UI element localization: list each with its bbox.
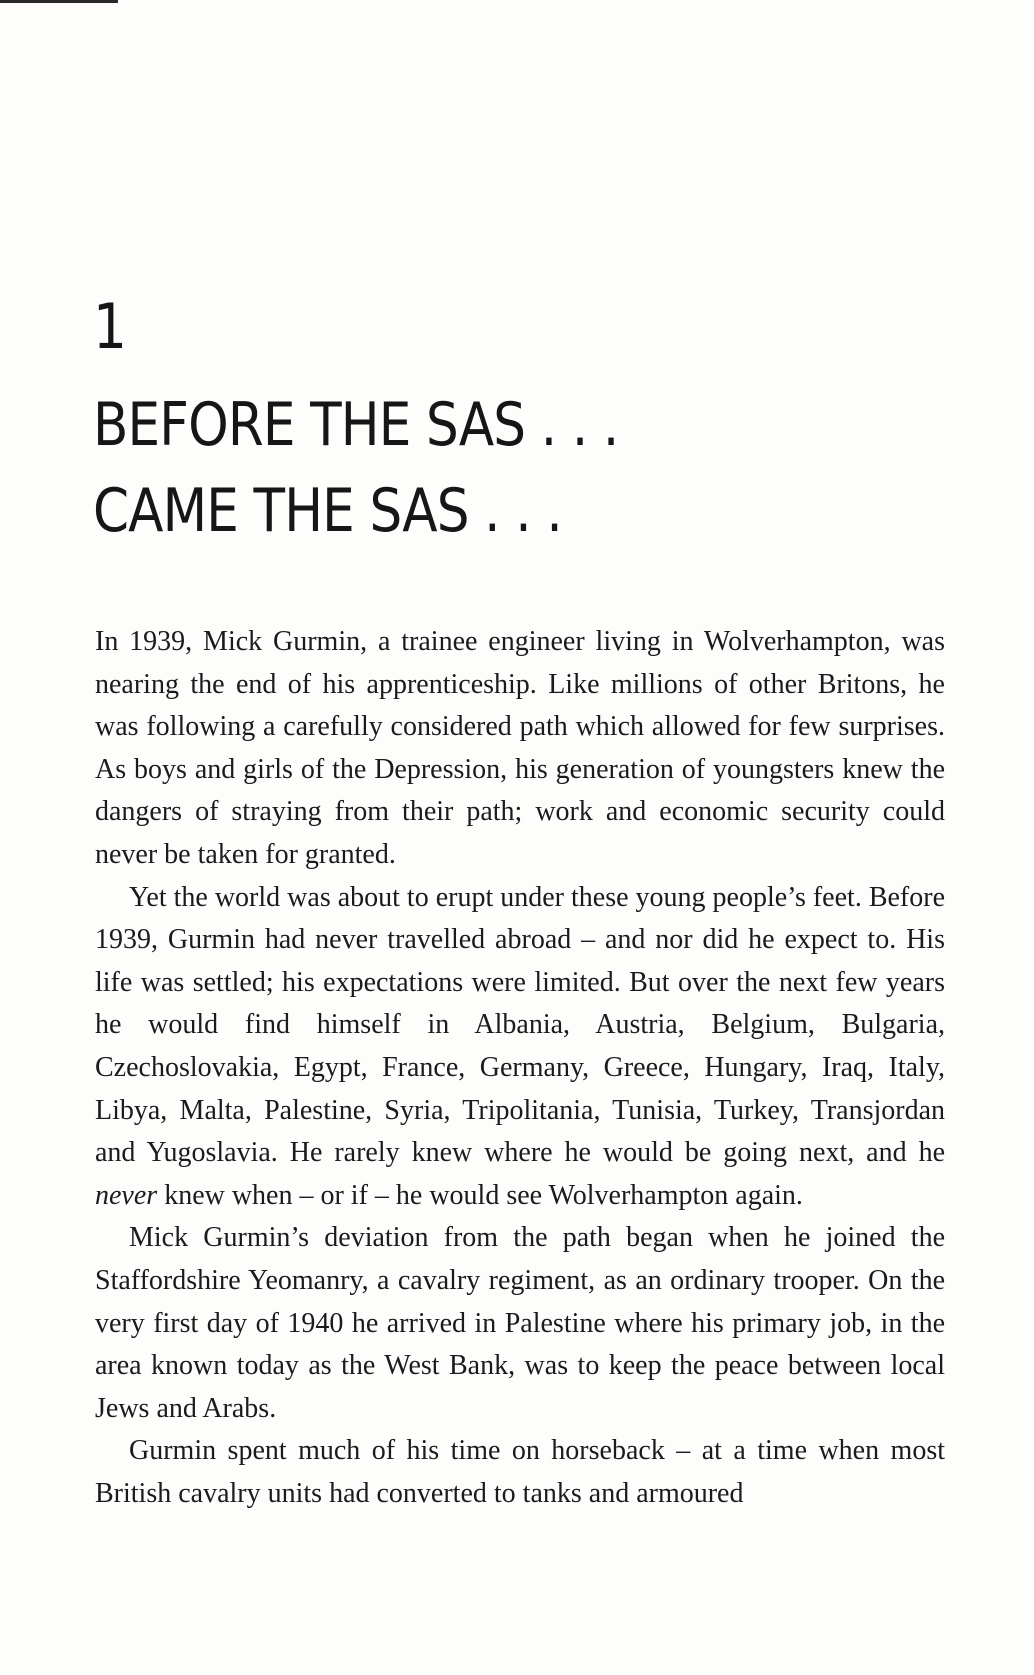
paragraph-text: Yet the world was about to erupt under these young people’s feet. Before 1939, Gurmin had never travelled abroad – and nor did he expect to. His life was settled; his expectations were limited. But over the next few years he would find himself in Albania, Austria, Belgium, Bulgaria, Czechoslovakia, Egypt, France, Germany, Greece, Hungary, Iraq, Italy, Libya, Malta, Palestine, Syria, Tripolitania, Tunisia, Turkey, Transjordan and Yugoslavia. He rarely knew where he would be going next, and he xyxy=(95,881,945,1169)
chapter-title-line-2: CAME THE SAS . . . xyxy=(93,476,562,546)
chapter-title xyxy=(93,382,867,554)
paragraph: Gurmin spent much of his time on horseback – at a time when most British cavalry units had converted to tanks and armoured xyxy=(95,1435,945,1509)
italic-emphasis: never xyxy=(95,1179,158,1211)
chapter-title-line-1: BEFORE THE SAS . . . xyxy=(93,390,619,460)
chapter-number: 1 xyxy=(93,290,127,363)
top-rule xyxy=(0,0,118,3)
paragraph xyxy=(95,877,945,1218)
body-text xyxy=(95,621,945,1515)
paragraph-text: knew when – or if – he would see Wolverhampton again. xyxy=(157,1179,803,1211)
paragraph: Mick Gurmin’s deviation from the path began when he joined the Staffordshire Yeomanry, a cavalry regiment, as an ordinary trooper. On the very first day of 1940 he arrived in Palestine where his primary job, in the area known today as the West Bank, was to keep the peace between local Jews and Arabs. xyxy=(95,1222,945,1424)
paragraph: In 1939, Mick Gurmin, a trainee engineer living in Wolverhampton, was nearing the end of his apprenticeship. Like millions of other Britons, he was following a carefully considered path which allowed for few surprises. As boys and girls of the Depression, his generation of youngsters knew the dangers of straying from their path; work and economic security could never be taken for granted. xyxy=(95,626,945,870)
